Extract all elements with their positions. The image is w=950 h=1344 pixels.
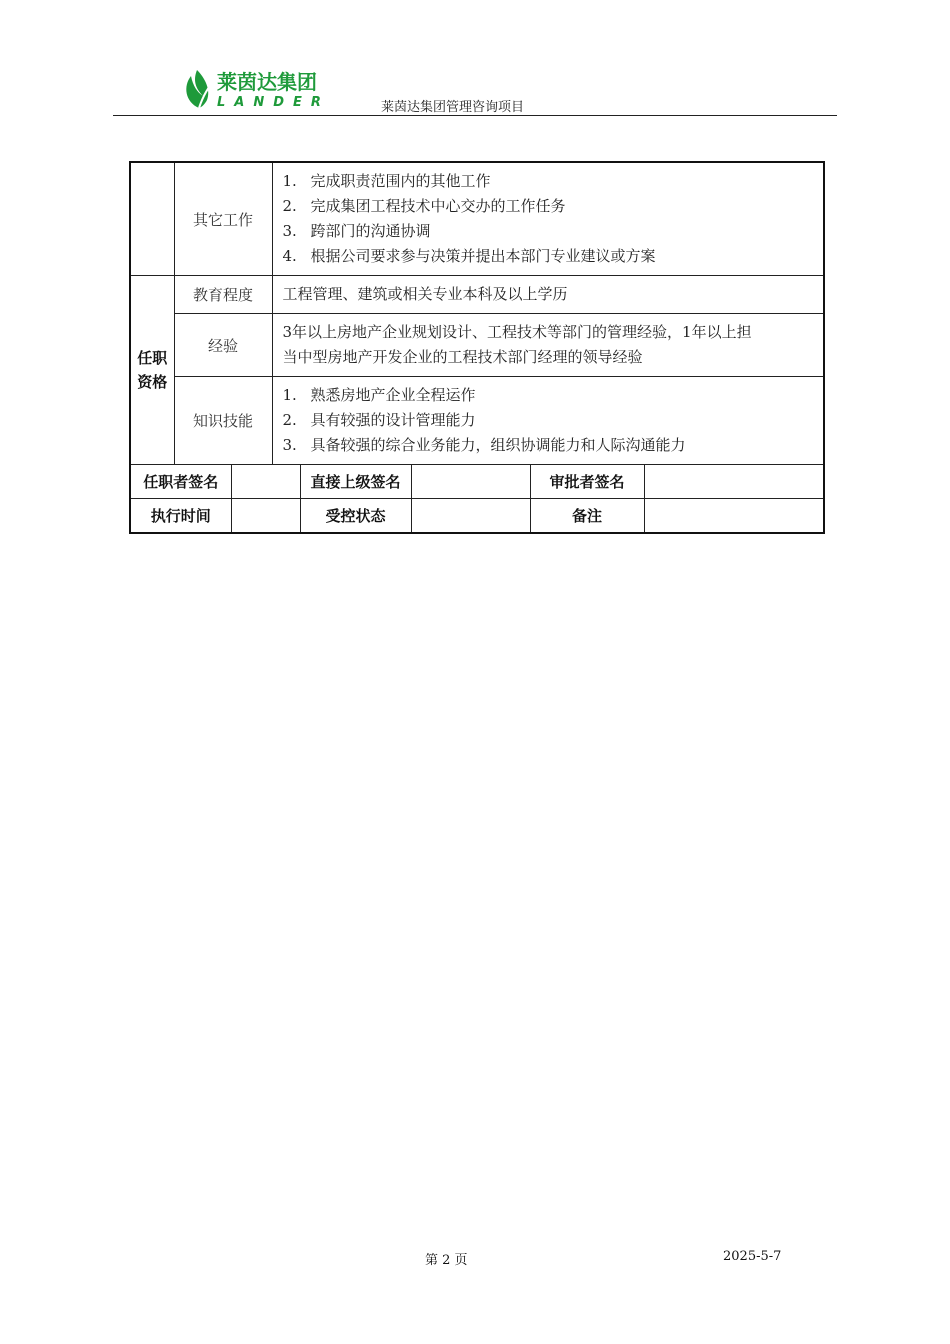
experience-row: [130, 314, 824, 377]
supervisor-signature-label: 直接上级签名: [300, 465, 411, 499]
incumbent-signature-field: [231, 465, 300, 499]
list-item: 1. 完成职责范围内的其他工作: [282, 172, 491, 190]
approver-signature-field: [644, 465, 824, 499]
education-row: [130, 276, 824, 314]
list-item: 3. 具备较强的综合业务能力，组织协调能力和人际沟通能力: [282, 436, 686, 454]
incumbent-signature-label: 任职者签名: [130, 465, 231, 499]
experience-content: 3年以上房地产企业规划设计、工程技术等部门的管理经验，1年以上担 当中型房地产开发企业的工程技术部门经理的领导经验: [272, 314, 824, 377]
skills-content: [272, 377, 824, 465]
page-header: [113, 62, 837, 116]
supervisor-signature-field: [411, 465, 530, 499]
company-logo: [181, 64, 330, 114]
execution-time-field: [231, 499, 300, 534]
signature-row-1: [130, 465, 824, 499]
education-content: 工程管理、建筑或相关专业本科及以上学历: [272, 276, 824, 314]
control-status-field: [411, 499, 530, 534]
skills-label: 知识技能: [174, 377, 272, 465]
empty-category-cell: [130, 162, 174, 276]
control-status-label: 受控状态: [300, 499, 411, 534]
list-item: 1. 熟悉房地产企业全程运作: [282, 386, 476, 404]
header-title: 莱茵达集团管理咨询项目: [381, 100, 525, 115]
education-label: 教育程度: [174, 276, 272, 314]
remarks-label: 备注: [530, 499, 644, 534]
approver-signature-label: 审批者签名: [530, 465, 644, 499]
logo-chinese-text: 莱茵达集团: [217, 70, 317, 94]
job-description-table: [129, 161, 825, 534]
other-work-content: [272, 162, 824, 276]
footer-date: 2025-5-7: [723, 1249, 782, 1264]
experience-label: 经验: [174, 314, 272, 377]
qualification-category: 任职 资格: [130, 276, 174, 465]
skills-row: [130, 377, 824, 465]
logo-english-text: LANDER: [217, 95, 330, 110]
page-number: 第 2 页: [425, 1253, 468, 1268]
other-work-label: 其它工作: [174, 162, 272, 276]
remarks-field: [644, 499, 824, 534]
leaf-logo-icon: [181, 66, 217, 110]
execution-time-label: 执行时间: [130, 499, 231, 534]
other-work-row: [130, 162, 824, 276]
list-item: 4. 根据公司要求参与决策并提出本部门专业建议或方案: [282, 247, 656, 265]
list-item: 2. 完成集团工程技术中心交办的工作任务: [282, 197, 566, 215]
signature-row-2: [130, 499, 824, 534]
list-item: 2. 具有较强的设计管理能力: [282, 411, 476, 429]
list-item: 3. 跨部门的沟通协调: [282, 222, 431, 240]
